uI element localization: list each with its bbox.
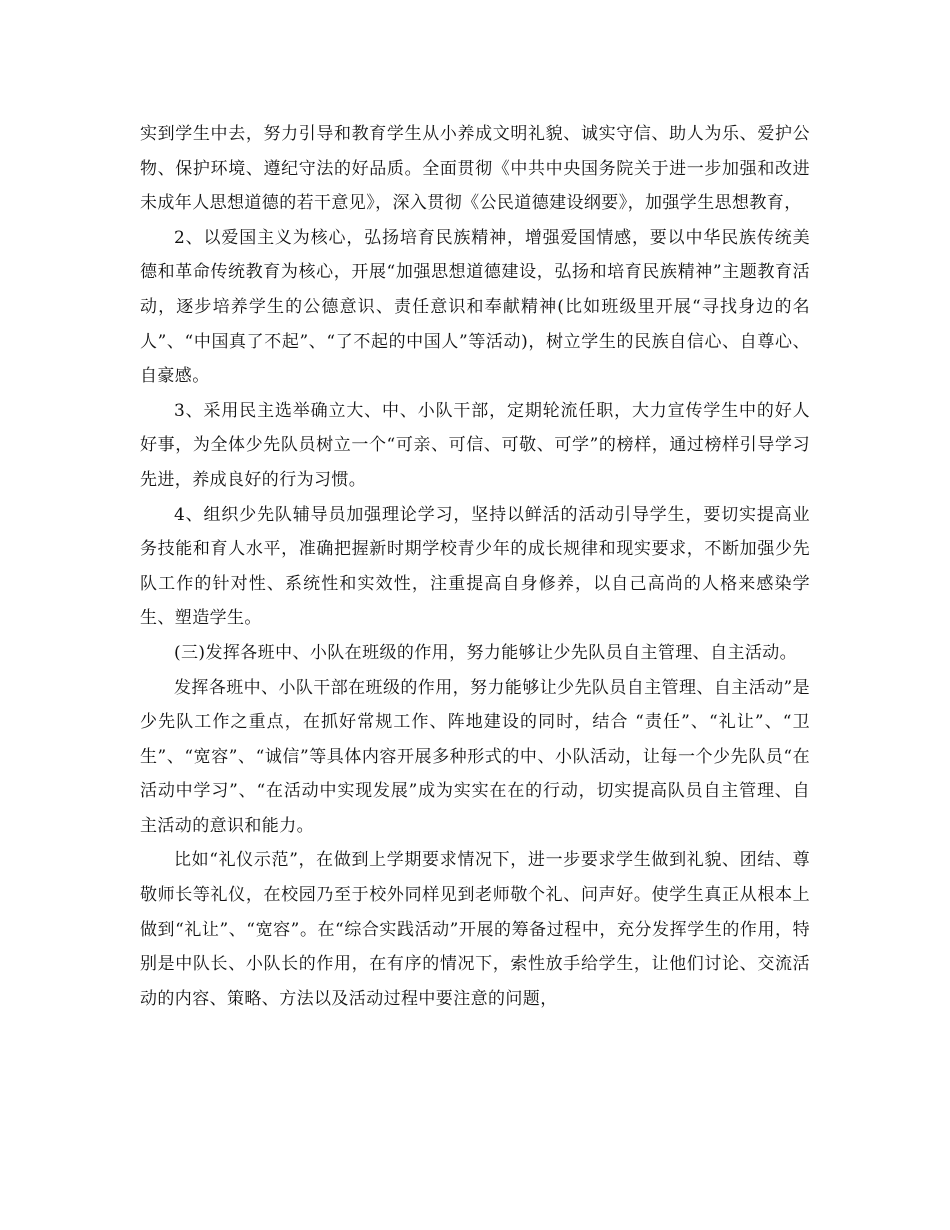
paragraph-4: 4、组织少先队辅导员加强理论学习，坚持以鲜活的活动引导学生，要切实提高业务技能和育人水平，准确把握新时期学校青少年的成长规律和现实要求，不断加强少先队工作的针对性、系统性和实效性，注重提高自身修养，以自己高尚的人格来感染学生、塑造学生。 xyxy=(140,504,810,629)
paragraph-1: 实到学生中去，努力引导和教育学生从小养成文明礼貌、诚实守信、助人为乐、爱护公物、保护环境、遵纪守法的好品质。全面贯彻《中共中央国务院关于进一步加强和改进未成年人思想道德的若干意见》，深入贯彻《公民道德建设纲要》，加强学生思想教育， xyxy=(140,124,810,214)
paragraph-6: 比如“礼仪示范”，在做到上学期要求情况下，进一步要求学生做到礼貌、团结、尊敬师长等礼仪，在校园乃至于校外同样见到老师敬个礼、问声好。使学生真正从根本上做到“礼让”、“宽容”。在“综合实践活动”开展的筹备过程中，充分发挥学生的作用，特别是中队长、小队长的作用，在有序的情况下，索性放手给学生，让他们讨论、交流活动的内容、策略、方法以及活动过程中要注意的问题， xyxy=(140,850,810,1009)
document-page xyxy=(140,117,810,1016)
section-heading-3: (三)发挥各班中、小队在班级的作用，努力能够让少先队员自主管理、自主活动。 xyxy=(174,642,798,663)
paragraph-2: 2、以爱国主义为核心，弘扬培育民族精神，增强爱国情感，要以中华民族传统美德和革命传统教育为核心，开展“加强思想道德建设，弘扬和培育民族精神”主题教育活动，逐步培养学生的公德意识、责任意识和奉献精神(比如班级里开展“寻找身边的名人”、“中国真了不起”、“了不起的中国人”等活动)，树立学生的民族自信心、自尊心、自豪感。 xyxy=(140,227,810,387)
paragraph-5: 发挥各班中、小队干部在班级的作用，努力能够让少先队员自主管理、自主活动”是少先队工作之重点，在抓好常规工作、阵地建设的同时，结合 “责任”、“礼让”、“卫生”、“宽容”、“诚信”等具体内容开展多种形式的中、小队活动，让每一个少先队员“在活动中学习”、“在活动中实现发展”成为实实在在的行动，切实提高队员自主管理、自主活动的意识和能力。 xyxy=(140,677,810,836)
paragraph-3: 3、采用民主选举确立大、中、小队干部，定期轮流任职，大力宣传学生中的好人好事，为全体少先队员树立一个“可亲、可信、可敬、可学”的榜样，通过榜样引导学习先进，养成良好的行为习惯。 xyxy=(140,400,810,490)
